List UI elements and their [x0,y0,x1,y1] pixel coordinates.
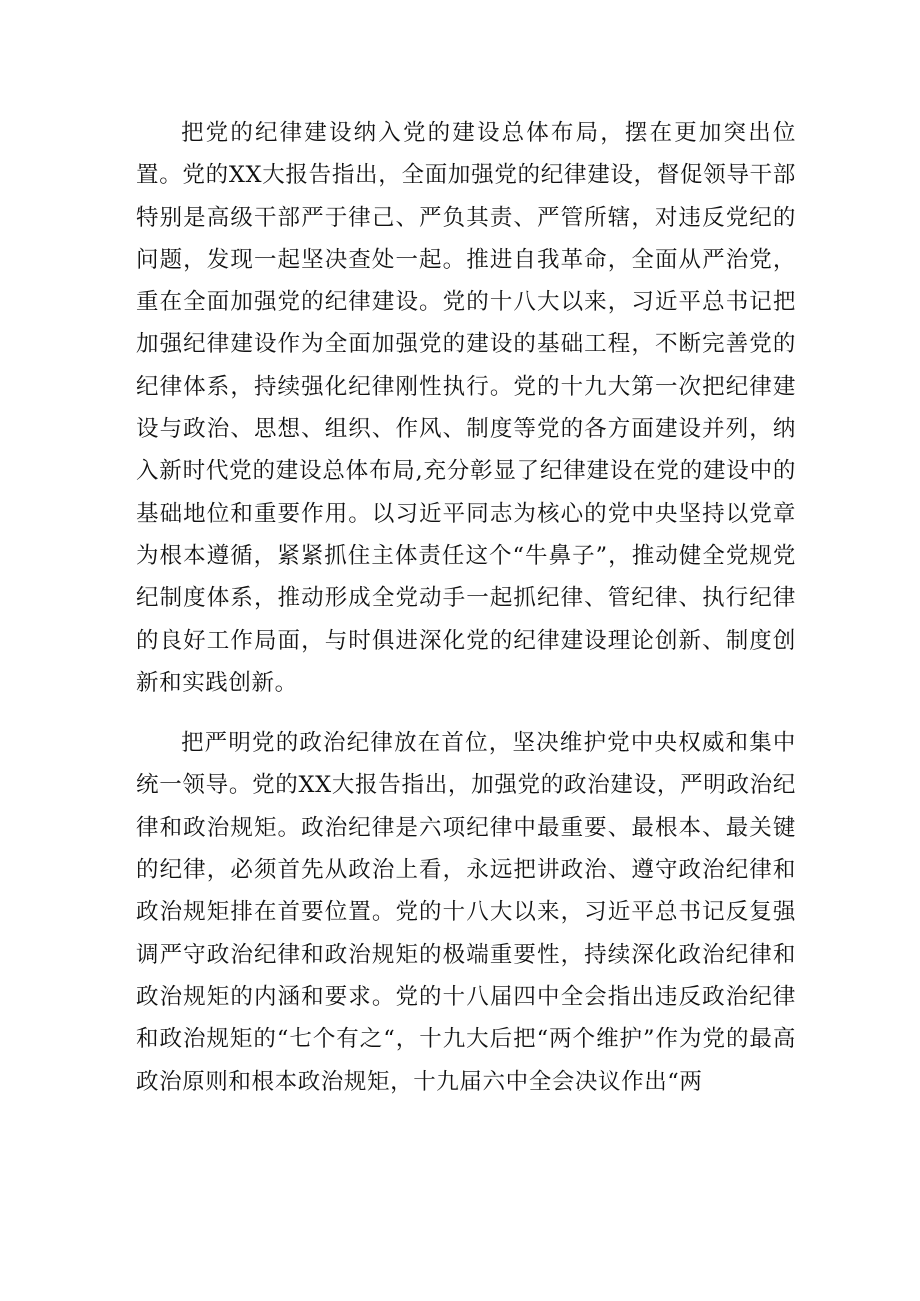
paragraph-discipline-construction: 把党的纪律建设纳入党的建设总体布局，摆在更加突出位置。党的XX大报告指出，全面加强党的纪律建设，督促领导干部特别是高级干部严于律己、严负其责、严管所辖，对违反党纪的问题，发现一起坚决查处一起。推进自我革命，全面从严治党，重在全面加强党的纪律建设。党的十八大以来，习近平总书记把加强纪律建设作为全面加强党的建设的基础工程，不断完善党的纪律体系，持续强化纪律刚性执行。党的十九大第一次把纪律建设与政治、思想、组织、作风、制度等党的各方面建设并列，纳入新时代党的建设总体布局,充分彰显了纪律建设在党的建设中的基础地位和重要作用。以习近平同志为核心的党中央坚持以党章为根本遵循，紧紧抓住主体责任这个“牛鼻子”，推动健全党规党纪制度体系，推动形成全党动手一起抓纪律、管纪律、执行纪律的良好工作局面，与时俱进深化党的纪律建设理论创新、制度创新和实践创新。 [136,120,796,696]
document-body [136,112,796,1121]
paragraph-political-discipline: 把严明党的政治纪律放在首位，坚决维护党中央权威和集中统一领导。党的XX大报告指出，加强党的政治建设，严明政治纪律和政治规矩。政治纪律是六项纪律中最重要、最根本、最关键的纪律，必须首先从政治上看，永远把讲政治、遵守政治纪律和政治规矩排在首要位置。党的十八大以来，习近平总书记反复强调严守政治纪律和政治规矩的极端重要性，持续深化政治纪律和政治规矩的内涵和要求。党的十八届四中全会指出违反政治纪律和政治规矩的“七个有之“，十九大后把“两个维护”作为党的最高政治原则和根本政治规矩，十九届六中全会决议作出“两 [136,730,796,1095]
